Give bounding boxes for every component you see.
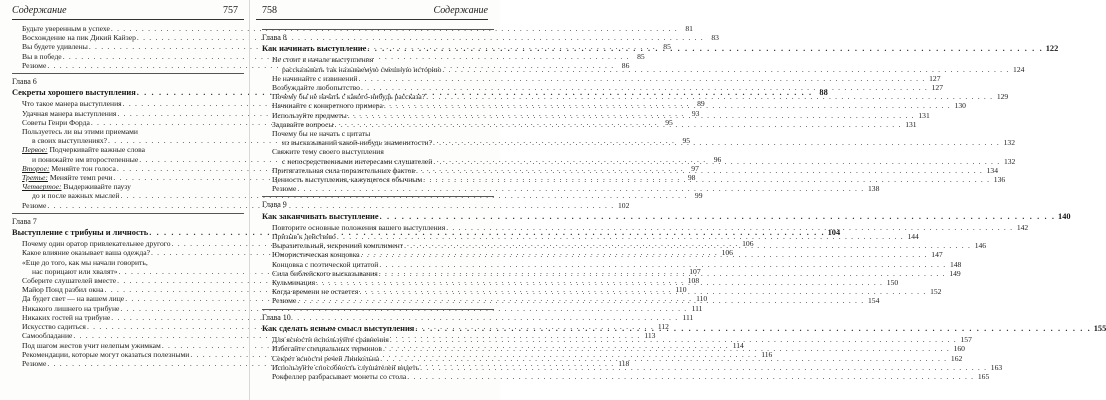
toc-entry-page: 124 bbox=[1013, 64, 1025, 74]
toc-entry-label: Начинайте с конкретного примера bbox=[272, 101, 383, 111]
chapter-separator bbox=[262, 29, 494, 30]
chapter-label: Глава 8 bbox=[262, 33, 287, 42]
chapter-page: 140 bbox=[1058, 211, 1071, 221]
toc-entry-label: Какое влияние оказывает ваша одежда? bbox=[22, 248, 150, 258]
toc-entry-label: Первое: Подчеркивайте важные слова bbox=[22, 145, 145, 155]
toc-entry-label: в своих выступлениях? bbox=[32, 136, 108, 146]
dot-leader bbox=[335, 117, 902, 129]
toc-entry-page: 108 bbox=[687, 276, 700, 286]
toc-entry-page: 165 bbox=[977, 371, 990, 381]
chapter-page: 155 bbox=[1093, 323, 1106, 333]
toc-entry-page: 106 bbox=[721, 248, 733, 258]
dot-leader bbox=[297, 184, 864, 193]
dot-leader bbox=[420, 363, 987, 372]
dot-leader bbox=[433, 138, 1000, 147]
toc-entry-label: Соберите слушателей вместе bbox=[22, 276, 117, 286]
dot-leader bbox=[359, 287, 926, 296]
toc-entry-page: 110 bbox=[675, 285, 687, 295]
toc-entry-label: Четвертое: Выдерживайте паузу bbox=[22, 182, 131, 192]
toc-entry-page: 152 bbox=[930, 287, 942, 297]
dot-leader bbox=[407, 372, 974, 381]
toc-entry-page: 111 bbox=[691, 303, 703, 313]
toc-entry-page: 96 bbox=[713, 154, 722, 164]
chapter-separator bbox=[262, 196, 494, 197]
dot-leader bbox=[416, 163, 983, 175]
toc-entry[interactable] bbox=[262, 147, 494, 156]
toc-entry-page: 130 bbox=[954, 101, 966, 111]
toc-entry-label: Майор Понд разбил окна bbox=[22, 285, 104, 295]
toc-entry[interactable] bbox=[262, 371, 990, 381]
toc-entry-page: 144 bbox=[907, 232, 919, 242]
toc-entry-label: Используйте способность слушателей видеть bbox=[272, 362, 420, 372]
dot-leader bbox=[361, 250, 928, 259]
toc-entry-label: Резюме bbox=[22, 200, 47, 210]
toc-entry-page: 136 bbox=[993, 175, 1006, 185]
dot-leader bbox=[361, 83, 928, 92]
numbered-tip-marker: Третье: bbox=[22, 173, 48, 183]
toc-entry-label: Для ясности используйте сравнения bbox=[272, 335, 389, 345]
toc-entry-label: Выразительный, искренний комплимент bbox=[272, 241, 404, 251]
dot-leader bbox=[433, 154, 1000, 166]
toc-entry-page: 114 bbox=[732, 340, 744, 350]
toc-entry-label: Самообладание bbox=[22, 331, 73, 341]
toc-entry-label: Секрет ясности речей Линкольна bbox=[272, 353, 380, 363]
toc-entry-label: Советы Генри Форда bbox=[22, 117, 90, 127]
toc-entry-label: Сила библейского высказывания bbox=[272, 268, 378, 278]
toc-entry-page: 97 bbox=[691, 163, 699, 173]
toc-entry[interactable] bbox=[262, 222, 1029, 232]
chapter-page: 122 bbox=[1045, 44, 1059, 54]
numbered-tip-marker: Первое: bbox=[22, 145, 48, 155]
toc-entry-page: 134 bbox=[986, 165, 998, 175]
toc-entry-label: Никаких гостей на трибуне bbox=[22, 312, 111, 322]
dot-leader bbox=[380, 354, 947, 363]
toc-entry[interactable] bbox=[262, 129, 494, 138]
toc-entry-label: Избегайте специальных терминов bbox=[272, 344, 382, 354]
toc-entry-label: Концовка с поэтической цитатой bbox=[272, 259, 379, 269]
running-title: Содержание bbox=[433, 5, 488, 16]
toc-entry-page: 95 bbox=[665, 117, 673, 127]
toc-entry-page: 148 bbox=[949, 259, 962, 269]
toc-entry-page: 85 bbox=[663, 42, 671, 52]
toc-entry-page: 132 bbox=[1003, 138, 1015, 148]
toc-entry-page: 149 bbox=[949, 268, 961, 278]
toc-entry-label: Рокфеллер разбрасывает монеты со стола bbox=[272, 371, 407, 381]
chapter-separator bbox=[262, 309, 494, 310]
toc-entry-page: 127 bbox=[929, 73, 941, 83]
toc-entry-page: 102 bbox=[617, 200, 630, 210]
toc-entry-label: Кульминация bbox=[272, 278, 316, 288]
toc-entry-label: Свяжите тему своего выступления bbox=[272, 147, 384, 157]
toc-entry-label: Искусство садиться bbox=[22, 322, 86, 332]
toc-entry-page: 116 bbox=[761, 349, 773, 359]
dot-leader bbox=[404, 241, 971, 250]
chapter-title-row[interactable] bbox=[262, 211, 1071, 221]
toc-entry-page: 131 bbox=[918, 110, 930, 120]
toc-entry-label: Почему бы не начать с цитаты bbox=[272, 129, 371, 139]
toc-entry-page: 113 bbox=[644, 331, 656, 341]
chapter-label: Глава 6 bbox=[12, 77, 37, 87]
toc-entry-label: Вы в победе bbox=[22, 51, 62, 61]
toc-entry-label: «Еще до того, как мы начали говорить, bbox=[22, 257, 148, 267]
chapter-page: 88 bbox=[819, 88, 828, 98]
toc-entry-label: Резюме bbox=[272, 184, 297, 194]
toc-entry-label: рассказывать так называемую смешную историю bbox=[282, 64, 442, 74]
toc-entry-page: 142 bbox=[1016, 222, 1029, 232]
toc-entry-label: Не стоит в начале выступления bbox=[272, 55, 374, 65]
toc-entry[interactable] bbox=[262, 184, 880, 194]
toc-entry-label: Притягательная сила поразительных фактов bbox=[272, 165, 415, 175]
toc-entry-page: 93 bbox=[691, 108, 700, 118]
toc-entry-page: 129 bbox=[996, 92, 1009, 102]
toc-entry[interactable] bbox=[12, 145, 244, 154]
chapter-separator bbox=[12, 73, 244, 74]
toc-entry-page: 160 bbox=[953, 344, 965, 354]
toc-entry-page: 107 bbox=[689, 266, 701, 276]
chapter-page: 104 bbox=[827, 228, 841, 238]
chapter-title: Выступление с трибуны и личность bbox=[12, 228, 149, 238]
dot-leader bbox=[348, 108, 915, 120]
toc-entry-label: Рекомендации, которые могут оказаться полезными bbox=[22, 349, 190, 359]
toc-entry-label: Возбуждайте любопытство bbox=[272, 83, 360, 93]
toc-entry-label: Второе: Меняйте тон голоса bbox=[22, 163, 116, 173]
toc-entry-page: 81 bbox=[685, 24, 693, 33]
toc-entry-label: Никакого лишнего на трибуне bbox=[22, 303, 120, 313]
toc-entry-page: 106 bbox=[742, 239, 754, 249]
toc-entry-label: Используйте предметы bbox=[272, 110, 347, 120]
dot-leader bbox=[426, 92, 993, 101]
toc-entry-label: Восхождение на пик Дикий Кайзер bbox=[22, 33, 136, 43]
dot-leader bbox=[390, 335, 957, 344]
toc-entry-label: Призыв к действию bbox=[272, 232, 336, 242]
toc-entry-label: с непосредственными интересами слушателей bbox=[282, 156, 433, 166]
dot-leader bbox=[423, 175, 990, 184]
toc-entry-page: 157 bbox=[960, 335, 972, 345]
toc-entry-page: 146 bbox=[974, 241, 987, 251]
dot-leader bbox=[415, 324, 1091, 333]
toc-entry-page: 132 bbox=[1003, 156, 1016, 166]
toc-entry-label: Будьте уверенным в успехе bbox=[22, 24, 110, 33]
toc-entry-label: Резюме bbox=[22, 60, 47, 70]
toc-entry-page: 95 bbox=[682, 136, 691, 146]
numbered-tip-marker: Четвертое: bbox=[22, 182, 62, 192]
page-number: 758 bbox=[262, 5, 277, 16]
chapter-separator bbox=[12, 213, 244, 214]
toc-entry-page: 154 bbox=[867, 296, 880, 306]
dot-leader bbox=[446, 223, 1013, 232]
toc-entry-label: из высказываний какой-нибудь знаменитости? bbox=[282, 138, 432, 148]
toc-entry-page: 89 bbox=[697, 99, 705, 109]
chapter-title: Как заканчивать выступление bbox=[262, 211, 379, 221]
dot-leader bbox=[358, 74, 925, 83]
toc-entry-label: Под шагом жестов учит нелепым ужимкам bbox=[22, 340, 161, 350]
toc-entry-page: 85 bbox=[637, 51, 645, 61]
dot-leader bbox=[297, 296, 864, 305]
dot-leader bbox=[337, 232, 904, 241]
toc-entry[interactable] bbox=[12, 127, 244, 136]
toc-entry-page: 163 bbox=[990, 362, 1003, 372]
toc-entry-label: Резюме bbox=[272, 296, 297, 306]
header-rule bbox=[256, 19, 488, 20]
toc-entry-label: Резюме bbox=[22, 358, 47, 368]
toc-entry-page: 118 bbox=[618, 358, 630, 368]
toc-entry-page: 98 bbox=[687, 173, 696, 183]
toc-entry-label: Третье: Меняйте темп речи bbox=[22, 173, 113, 183]
toc-entry-page: 127 bbox=[931, 83, 943, 93]
toc-entry-page: 138 bbox=[867, 184, 880, 194]
dot-leader bbox=[384, 101, 951, 110]
toc-entry-label: нас порицают или хвалят» bbox=[32, 266, 118, 276]
running-title: Содержание bbox=[12, 5, 67, 16]
dot-leader bbox=[379, 260, 946, 269]
toc-entry-label: Ценность выступления, кажущегося обычным bbox=[272, 175, 423, 185]
toc-entry-label: Не начинайте с извинений bbox=[272, 73, 358, 83]
toc-entry-page: 131 bbox=[905, 119, 917, 129]
toc-entry[interactable] bbox=[262, 73, 941, 83]
toc-entry-label: Когда времени не остается bbox=[272, 287, 359, 297]
numbered-tip-marker: Второе: bbox=[22, 163, 50, 173]
toc-entry-page: 99 bbox=[694, 191, 703, 201]
toc-entry-page: 150 bbox=[886, 278, 899, 288]
dot-leader bbox=[442, 65, 1009, 74]
toc-entry-label: Задавайте вопросы bbox=[272, 119, 334, 129]
chapter-label: Глава 9 bbox=[262, 200, 287, 210]
toc-entry-page: 110 bbox=[696, 294, 708, 304]
toc-entry-label: Вы будете удивлены bbox=[22, 42, 88, 52]
toc-entry-label: и понижайте им второстепенные bbox=[32, 154, 139, 164]
chapter-label: Глава 7 bbox=[12, 216, 37, 226]
toc-entry-label: Почему один оратор привлекательнее другого bbox=[22, 239, 171, 249]
toc-entry-label: Повторите основные положения вашего выступления bbox=[272, 222, 446, 232]
chapter-title: Секреты хорошего выступления bbox=[12, 88, 136, 98]
dot-leader bbox=[383, 344, 950, 353]
toc-entry-label: Пользуетесь ли вы этими приемами bbox=[22, 127, 138, 137]
toc-entry[interactable] bbox=[12, 24, 693, 33]
dot-leader bbox=[380, 212, 1056, 221]
chapter-title: Как начинать выступление bbox=[262, 44, 367, 54]
toc-entry-page: 147 bbox=[931, 250, 943, 260]
toc-entry-label: до и после важных мыслей bbox=[32, 191, 120, 201]
toc-entry-page: 112 bbox=[657, 322, 669, 332]
toc-entry-label: Юмористическая концовка bbox=[272, 250, 360, 260]
toc-entry-page: 111 bbox=[682, 312, 694, 322]
dot-leader bbox=[367, 44, 1043, 53]
chapter-title: Как сделать ясным смысл выступления bbox=[262, 323, 415, 333]
toc-entry[interactable] bbox=[12, 182, 244, 191]
toc-entry[interactable] bbox=[12, 258, 244, 267]
toc-entry-label: Что такое манера выступления bbox=[22, 99, 122, 109]
toc-entry-page: 86 bbox=[621, 60, 630, 70]
header-rule bbox=[12, 19, 244, 20]
toc-entry-label: Да будет свет — на вашем лице bbox=[22, 294, 125, 304]
toc-entry[interactable] bbox=[12, 303, 703, 313]
toc-entry-label: Почему бы не начать с какого-нибудь рассказа? bbox=[272, 92, 426, 102]
toc-entry[interactable] bbox=[12, 191, 703, 201]
toc-entry-page: 83 bbox=[711, 33, 719, 43]
toc-entry-label: Удачная манера выступления bbox=[22, 108, 117, 118]
toc-entry-page: 162 bbox=[950, 353, 963, 363]
page-number: 757 bbox=[223, 5, 238, 16]
toc-entry[interactable] bbox=[262, 55, 494, 64]
dot-leader bbox=[316, 278, 883, 287]
toc-entry[interactable] bbox=[262, 259, 962, 269]
chapter-label: Глава 10 bbox=[262, 312, 291, 322]
dot-leader bbox=[379, 266, 946, 278]
